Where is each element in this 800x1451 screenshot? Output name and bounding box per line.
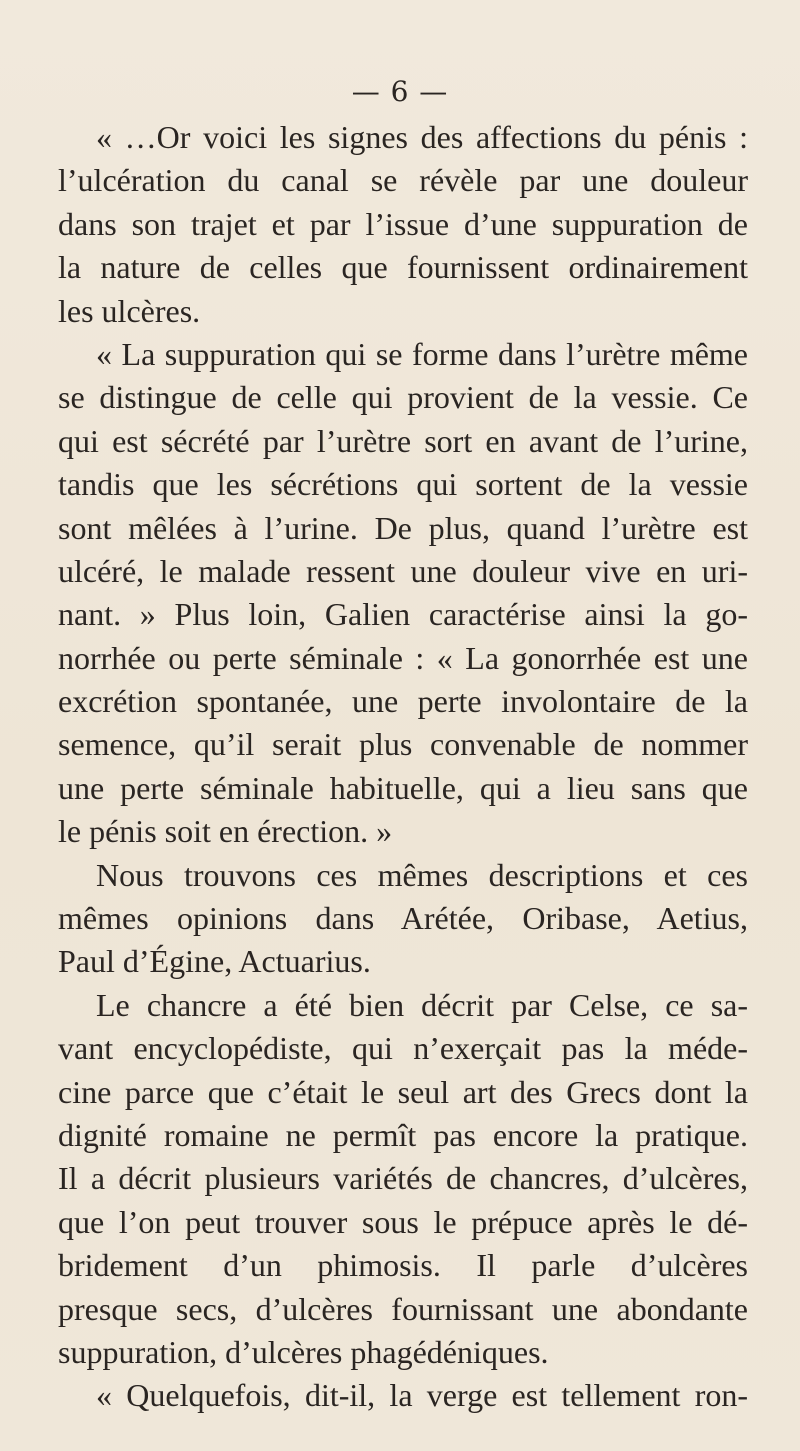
- text-line: bridement d’un phimosis. Il parle d’ulcères: [58, 1247, 748, 1284]
- text-line: « Quelquefois, dit-il, la verge est tellement ron-: [96, 1377, 748, 1414]
- text-line: une perte séminale habituelle, qui a lieu sans que: [58, 769, 748, 806]
- text-line: presque secs, d’ulcères fournissant une abondante: [58, 1290, 748, 1327]
- text-line: le pénis soit en érection. »: [58, 813, 393, 850]
- text-line: « La suppuration qui se forme dans l’urètre même: [96, 335, 748, 372]
- text-line: l’ulcération du canal se révèle par une douleur: [58, 162, 748, 199]
- text-line: que l’on peut trouver sous le prépuce après le dé-: [58, 1203, 748, 1240]
- text-line: ulcéré, le malade ressent une douleur vive en uri-: [58, 552, 748, 589]
- text-line: Le chancre a été bien décrit par Celse, ce sa-: [96, 986, 748, 1023]
- text-line: excrétion spontanée, une perte involontaire de la: [58, 683, 748, 720]
- text-line: nant. » Plus loin, Galien caractérise ainsi la go-: [58, 596, 748, 633]
- body-text: [58, 116, 748, 1418]
- text-line: suppuration, d’ulcères phagédéniques.: [58, 1333, 549, 1370]
- text-line: la nature de celles que fournissent ordinairement: [58, 249, 748, 286]
- text-line: les ulcères.: [58, 292, 201, 329]
- text-line: tandis que les sécrétions qui sortent de la vessie: [58, 466, 748, 503]
- text-line: dignité romaine ne permît pas encore la pratique.: [58, 1116, 748, 1153]
- text-line: « …Or voici les signes des affections du pénis :: [96, 119, 748, 155]
- text-line: qui est sécrété par l’urètre sort en avant de l’urine,: [58, 422, 748, 459]
- text-line: Il a décrit plusieurs variétés de chancres, d’ulcères,: [58, 1160, 748, 1197]
- text-line: se distingue de celle qui provient de la vessie. Ce: [58, 379, 748, 416]
- text-line: vant encyclopédiste, qui n’exerçait pas la méde-: [58, 1030, 748, 1067]
- text-line: dans son trajet et par l’issue d’une suppuration de: [58, 205, 748, 242]
- text-line: norrhée ou perte séminale : « La gonorrhée est une: [58, 639, 748, 676]
- text-line: Paul d’Égine, Actuarius.: [58, 943, 371, 980]
- text-line: sont mêlées à l’urine. De plus, quand l’urètre est: [58, 509, 748, 546]
- text-line: semence, qu’il serait plus convenable de nommer: [58, 726, 748, 763]
- text-line: mêmes opinions dans Arétée, Oribase, Aetius,: [58, 900, 748, 937]
- text-line: Nous trouvons ces mêmes descriptions et ces: [96, 856, 748, 893]
- page-number: — 6 —: [351, 75, 449, 108]
- text-line: cine parce que c’était le seul art des Grecs dont la: [58, 1073, 748, 1110]
